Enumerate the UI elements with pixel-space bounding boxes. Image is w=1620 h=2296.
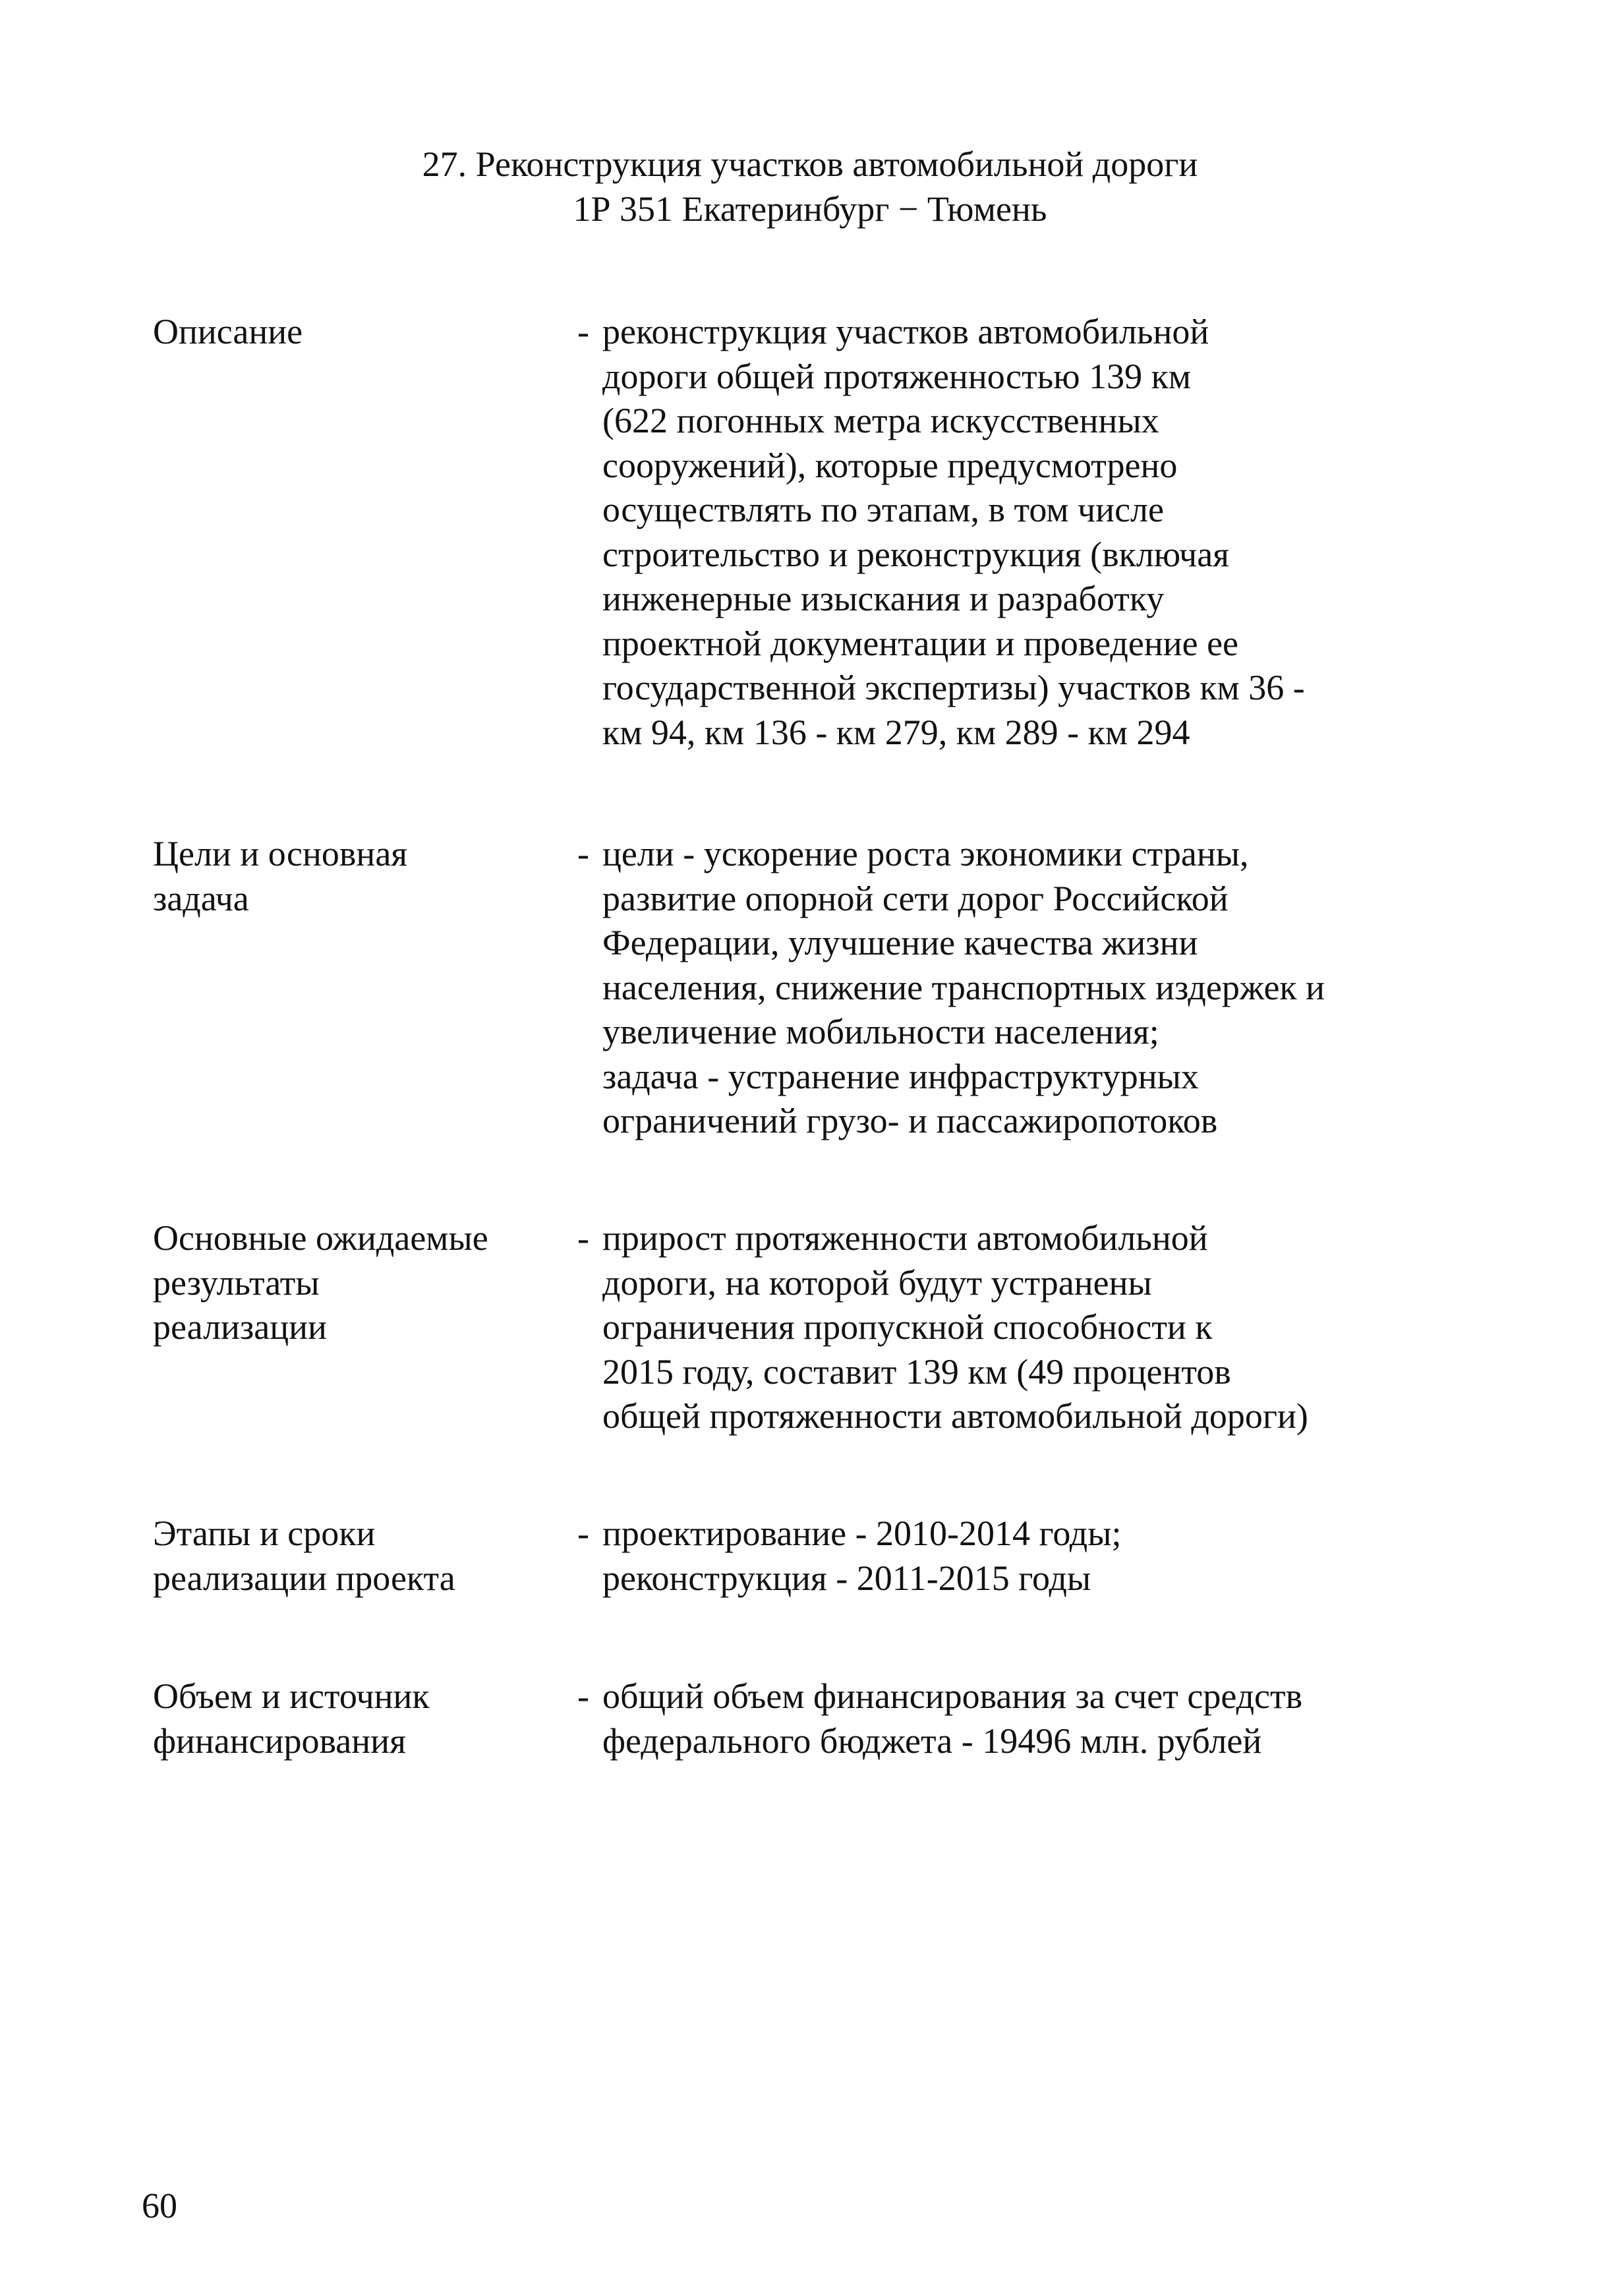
title-line-2: 1Р 351 Екатеринбург − Тюмень (573, 189, 1047, 229)
dash-marker: - (577, 834, 589, 873)
label-line: результаты (153, 1262, 320, 1303)
body-line: км 94, км 136 - км 279, км 289 - км 294 (602, 712, 1190, 752)
label-line: Цели и основная (153, 834, 408, 873)
dash-marker: - (577, 312, 589, 351)
label-line: Объем и источник (153, 1676, 430, 1716)
body-line: осуществлять по этапам, в том числе (602, 490, 1164, 529)
section-body (602, 1512, 1413, 1601)
body-line: ограничений грузо- и пассажиропотоков (602, 1101, 1218, 1140)
dash-marker: - (577, 1514, 589, 1553)
body-line: 2015 году, составит 139 км (49 процентов (602, 1351, 1231, 1392)
body-line: общий объем финансирования за счет средств (602, 1676, 1303, 1716)
body-line: (622 погонных метра искусственных (602, 401, 1159, 440)
body-line: прирост протяженности автомобильной (602, 1218, 1208, 1258)
label-line: реализации (153, 1307, 327, 1347)
body-line: общей протяженности автомобильной дороги) (602, 1396, 1308, 1436)
label-line: реализации проекта (153, 1558, 455, 1598)
body-line: сооружений), которые предусмотрено (602, 445, 1178, 485)
section-body (602, 1216, 1413, 1439)
dash-marker: - (577, 1218, 589, 1258)
body-line: инженерные изыскания и разработку (602, 579, 1165, 618)
section-label (153, 832, 562, 921)
body-line: цели - ускорение роста экономики страны, (602, 834, 1249, 873)
section-body (602, 832, 1413, 1144)
section-label (153, 310, 562, 355)
body-line: населения, снижение транспортных издержек и (602, 967, 1325, 1007)
body-line: проектной документации и проведение ее (602, 623, 1239, 663)
page-number: 60 (142, 2186, 177, 2225)
body-line: государственной экспертизы) участков км 36 - (602, 668, 1305, 707)
body-line: реконструкция участков автомобильной (602, 312, 1209, 351)
page-title (0, 142, 1620, 231)
section-label (153, 1512, 562, 1601)
body-line: развитие опорной сети дорог Российской (602, 878, 1229, 918)
body-line: дороги, на которой будут устранены (602, 1262, 1152, 1303)
body-line: реконструкция - 2011-2015 годы (602, 1558, 1091, 1598)
label-line: финансирования (153, 1721, 406, 1761)
label-line: Описание (153, 312, 303, 351)
body-line: дороги общей протяженностью 139 км (602, 356, 1192, 396)
section-label (153, 1674, 562, 1763)
label-line: Этапы и сроки (153, 1514, 376, 1553)
section-label (153, 1216, 562, 1350)
body-line: увеличение мобильности населения; (602, 1012, 1159, 1051)
body-line: строительство и реконструкция (включая (602, 534, 1230, 574)
body-line: ограничения пропускной способности к (602, 1307, 1213, 1347)
label-line: Основные ожидаемые (153, 1218, 488, 1258)
section-body (602, 1674, 1413, 1763)
body-line: задача - устранение инфраструктурных (602, 1056, 1199, 1096)
body-line: проектирование - 2010-2014 годы; (602, 1514, 1122, 1553)
section-body (602, 310, 1413, 755)
body-line: Федерации, улучшение качества жизни (602, 923, 1198, 962)
label-line: задача (153, 878, 249, 918)
title-line-1: 27. Реконструкция участков автомобильной дороги (422, 144, 1198, 184)
dash-marker: - (577, 1676, 589, 1716)
body-line: федерального бюджета - 19496 млн. рублей (602, 1721, 1262, 1761)
